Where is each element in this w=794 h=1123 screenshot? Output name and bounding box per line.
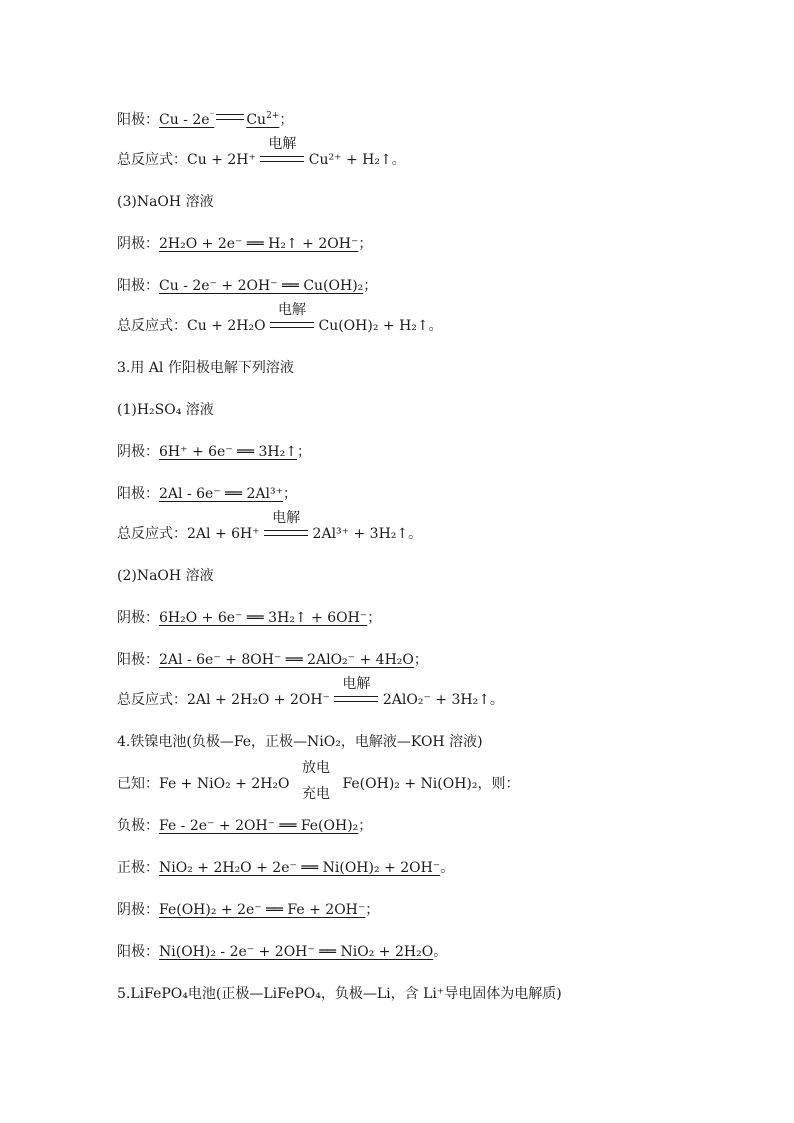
equation: Fe(OH)₂ + 2e⁻ ══ Fe + 2OH⁻	[159, 902, 366, 918]
line-21: 阳极：Ni(OH)₂ - 2e⁻ + 2OH⁻ ══ NiO₂ + 2H₂O。	[117, 944, 448, 960]
equation: NiO₂ + 2H₂O + 2e⁻ ══ Ni(OH)₂ + 2OH⁻	[159, 860, 441, 876]
equation: 2Al - 6e⁻ ══ 2Al³⁺	[159, 486, 283, 502]
line-1: 阳极：Cu - 2e⁻ $Cu^{2+}$；	[117, 111, 294, 128]
line-15: 总反应式：2Al + 2H₂O + 2OH⁻ 电解 2AlO₂⁻ + 3H₂↑。	[117, 676, 504, 708]
line-7: 3.用 Al 作阳极电解下列溶液	[117, 360, 294, 376]
reversible-arrow: 放电 充电	[301, 760, 330, 802]
line-2	[117, 136, 406, 170]
line-20: 阴极：Fe(OH)₂ + 2e⁻ ══ Fe + 2OH⁻；	[117, 902, 380, 918]
equation: 2Al - 6e⁻ + 8OH⁻ ══ 2AlO₂⁻ + 4H₂O	[159, 652, 414, 668]
line-13: 阴极：6H₂O + 6e⁻ ══ 3H₂↑ + 6OH⁻；	[117, 610, 382, 626]
equation: Cu - 2e⁻ $Cu^{2+}$	[159, 111, 280, 128]
line-9: 阴极：6H⁺ + 6e⁻ ══ 3H₂↑；	[117, 444, 311, 460]
line-18: 负极：Fe - 2e⁻ + 2OH⁻ ══ Fe(OH)₂；	[117, 818, 373, 834]
equation: Fe - 2e⁻ + 2OH⁻ ══ Fe(OH)₂	[159, 818, 359, 834]
line-3: (3)NaOH 溶液	[117, 194, 214, 210]
products: Cu²⁺ + H₂↑。	[308, 152, 406, 168]
reactants: Cu + 2H⁺	[187, 152, 256, 168]
line-6: 总反应式：Cu + 2H₂O 电解 Cu(OH)₂ + H₂↑。	[117, 302, 443, 334]
electrolysis-arrow: 电解	[270, 318, 314, 330]
electrolysis-arrow: 电解	[260, 152, 304, 164]
line-5: 阳极：Cu - 2e⁻ + 2OH⁻ ══ Cu(OH)₂；	[117, 278, 378, 294]
electrolysis-arrow: 电解	[334, 692, 378, 704]
line-12: (2)NaOH 溶液	[117, 568, 214, 584]
equation: 2H₂O + 2e⁻ ══ H₂↑ + 2OH⁻	[159, 236, 359, 252]
label: 阳极：	[117, 112, 159, 128]
equation: 6H₂O + 6e⁻ ══ 3H₂↑ + 6OH⁻	[159, 610, 368, 626]
label: 总反应式：	[117, 152, 187, 168]
equation: Cu - 2e⁻ + 2OH⁻ ══ Cu(OH)₂	[159, 278, 364, 294]
line-11: 总反应式：2Al + 6H⁺ 电解 2Al³⁺ + 3H₂↑。	[117, 510, 423, 542]
line-17: 已知：Fe + NiO₂ + 2H₂O 放电 充电 Fe(OH)₂ + Ni(OH)₂，则：	[117, 760, 520, 802]
electrolysis-arrow: 电解	[264, 526, 308, 538]
line-10: 阳极：2Al - 6e⁻ ══ 2Al³⁺；	[117, 486, 297, 502]
equation: Ni(OH)₂ - 2e⁻ + 2OH⁻ ══ NiO₂ + 2H₂O	[159, 944, 434, 960]
line-19: 正极：NiO₂ + 2H₂O + 2e⁻ ══ Ni(OH)₂ + 2OH⁻。	[117, 860, 455, 876]
line-8: (1)H₂SO₄ 溶液	[117, 402, 214, 418]
line-16: 4.铁镍电池(负极—Fe，正极—NiO₂，电解液—KOH 溶液)	[117, 734, 483, 750]
equation: 6H⁺ + 6e⁻ ══ 3H₂↑	[159, 444, 297, 460]
line-4: 阴极：2H₂O + 2e⁻ ══ H₂↑ + 2OH⁻；	[117, 236, 373, 252]
line-14: 阳极：2Al - 6e⁻ + 8OH⁻ ══ 2AlO₂⁻ + 4H₂O；	[117, 652, 428, 668]
line-22: 5.LiFePO₄电池(正极—LiFePO₄，负极—Li，含 Li⁺导电固体为电解质)	[117, 986, 562, 1002]
